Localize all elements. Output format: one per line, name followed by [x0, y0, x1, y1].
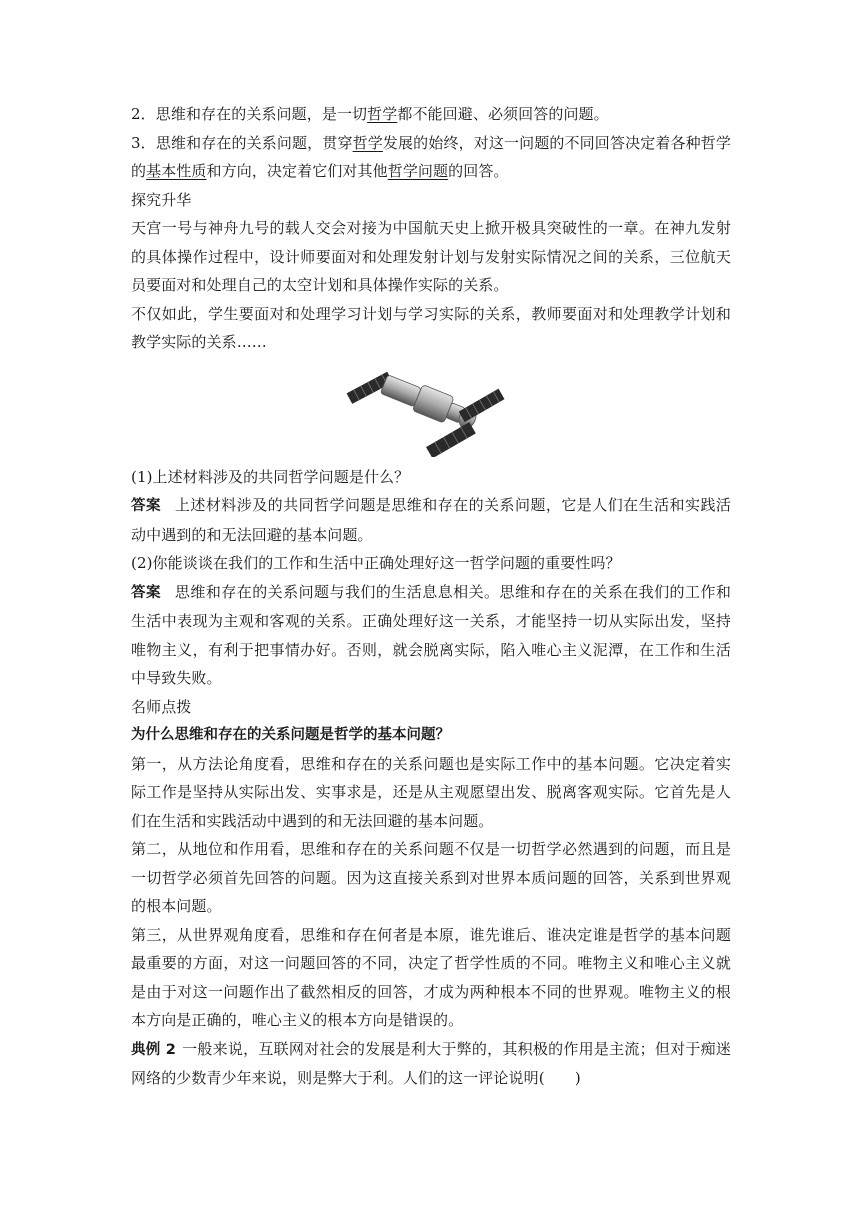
document-content: [131, 100, 731, 1093]
answer-2-text: 思维和存在的关系问题与我们的生活息息相关。思维和存在的关系在我们的工作和生活中表现为主观和客观的关系。正确处理好这一关系，才能坚持一切从实际出发，坚持唯物主义，有利于把事情办好。否则，就会脱离实际，陷入唯心主义泥潭，在工作和生活中导致失败。: [131, 582, 732, 687]
point-2: [131, 100, 731, 129]
answer-2: [131, 578, 731, 693]
question-2: (2)你能谈谈在我们的工作和生活中正确处理好这一哲学问题的重要性吗？: [131, 554, 621, 572]
answer-1: [131, 491, 731, 549]
point-3-text-c: 和方向，决定着它们对其他: [206, 162, 388, 180]
answer-1-text: 上述材料涉及的共同哲学问题是思维和存在的关系问题，它是人们在生活和实践活动中遇到的和无法回避的基本问题。: [131, 496, 732, 544]
space-station-illustration: [131, 359, 731, 457]
example-text: 一般来说，互联网对社会的发展是利大于弊的，其积极的作用是主流；但对于痴迷网络的少数青少年来说，则是弊大于利。人们的这一评论说明( ): [131, 1039, 731, 1087]
tips-heading: 名师点拨: [131, 697, 192, 716]
basic-nature-link[interactable]: 基本性质: [146, 162, 207, 180]
answer-2-label: 答案: [131, 584, 161, 601]
question-1: (1)上述材料涉及的共同哲学问题是什么？: [131, 467, 410, 486]
tips-second: 第二，从地位和作用看，思维和存在的关系问题不仅是一切哲学必然遇到的问题，而且是一切哲学必须首先回答的问题。因为这直接关系到对世界本质问题的回答，关系到世界观的根本问题。: [131, 840, 731, 915]
space-station-icon: [346, 359, 516, 457]
answer-1-label: 答案: [131, 498, 161, 514]
philosophy-question-link[interactable]: 哲学问题: [387, 162, 449, 180]
point-2-text-end: 都不能回避、必须回答的问题。: [397, 105, 609, 123]
tips-third: 第三，从世界观角度看，思维和存在何者是本原，谁先谁后、谁决定谁是哲学的基本问题最重要的方面，对这一问题回答的不同，决定了哲学性质的不同。唯物主义和唯心主义就是由于对这一问题作出了截然相反的回答，才成为两种根本不同的世界观。唯物主义的根本方向是正确的，唯心主义的根本方向是错误的。: [131, 925, 731, 1029]
explore-heading: 探究升华: [131, 190, 192, 209]
point-3-text-a: 3．思维和存在的关系问题，贯穿: [131, 133, 353, 152]
tips-first: 第一，从方法论角度看，思维和存在的关系问题也是实际工作中的基本问题。它决定着实际工作是坚持从实际出发、实事求是，还是从主观愿望出发、脱离客观实际。它首先是人们在生活和实践活动中遇到的和无法回避的基本问题。: [131, 754, 731, 830]
point-3-text-b: 发展的始终，对这一问题的不同回答决定着各种哲学的: [131, 133, 732, 180]
explore-paragraph-2: 不仅如此，学生要面对和处理学习计划与学习实际的关系，教师要面对和处理教学计划和教学实际的关系……: [131, 304, 731, 351]
explore-paragraph-1: 天宫一号与神舟九号的载人交会对接为中国航天史上掀开极具突破性的一章。在神九发射的具体操作过程中，设计师要面对和处理发射计划与发射实际情况之间的关系，三位航天员要面对和处理自己的太空计划和具体操作实际的关系。: [131, 219, 731, 294]
point-3-text-d: 的回答。: [448, 162, 509, 180]
point-2-text: 2．思维和存在的关系问题，是一切: [131, 105, 368, 123]
example-label: 典例 2: [131, 1041, 176, 1058]
philosophy-link-2[interactable]: 哲学: [352, 133, 383, 152]
tips-question: 为什么思维和存在的关系问题是哲学的基本问题？: [131, 727, 450, 743]
example-2: [131, 1035, 731, 1093]
philosophy-link[interactable]: 哲学: [367, 105, 398, 123]
point-3: [131, 129, 731, 186]
